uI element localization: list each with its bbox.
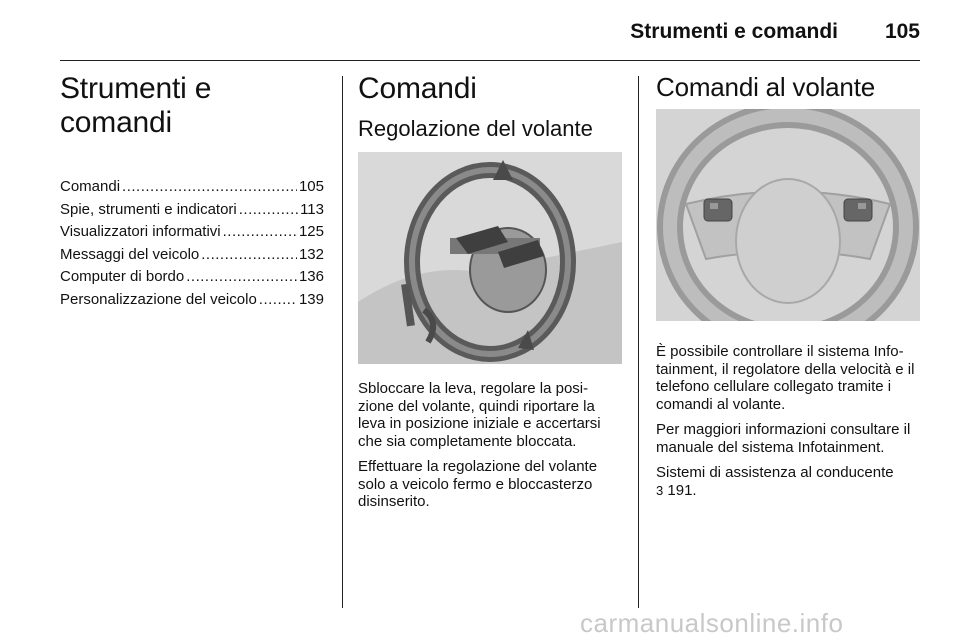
toc-entry-page: 113 bbox=[300, 200, 324, 218]
toc-entry-page: 132 bbox=[298, 245, 324, 263]
toc-entry-label: Visualizzatori informativi bbox=[60, 223, 221, 240]
toc-leader-dots bbox=[259, 291, 297, 308]
table-of-contents bbox=[60, 178, 324, 313]
chapter-title: Strumenti e comandi bbox=[60, 72, 212, 139]
toc-leader-dots bbox=[223, 223, 297, 240]
steering-adjustment-illustration bbox=[358, 152, 622, 364]
toc-entry[interactable] bbox=[60, 246, 324, 269]
right-paragraph-3 bbox=[656, 464, 920, 499]
toc-entry-page: 125 bbox=[298, 223, 324, 240]
right-paragraph-1: È possibile controllare il sistema Info-tainment, il regolatore della velocità e il telefono cellulare collegato tramite i comandi al volante. bbox=[656, 343, 915, 413]
toc-entry-label: Messaggi del veicolo bbox=[60, 245, 200, 263]
watermark: carmanualsonline.info bbox=[580, 608, 844, 638]
section-title-comandi: Comandi bbox=[358, 72, 477, 105]
toc-entry-label: Personalizzazione del veicolo bbox=[60, 290, 257, 308]
middle-paragraph-1: Sbloccare la leva, regolare la posi- zione del volante, quindi riportare la leva in posizione iniziale e accertarsi che sia completamente bloccata. bbox=[358, 380, 601, 450]
middle-body bbox=[358, 380, 622, 511]
toc-leader-dots bbox=[239, 201, 298, 218]
steering-wheel-controls-illustration bbox=[656, 109, 920, 321]
toc-entry-page: 139 bbox=[298, 290, 324, 308]
left-column bbox=[60, 72, 324, 313]
toc-entry-label: Spie, strumenti e indicatori bbox=[60, 200, 237, 218]
toc-entry-page: 105 bbox=[298, 178, 324, 195]
toc-entry[interactable] bbox=[60, 291, 324, 314]
toc-leader-dots bbox=[186, 268, 297, 285]
subsection-title-regolazione: Regolazione del volante bbox=[358, 116, 593, 141]
toc-entry[interactable] bbox=[60, 268, 324, 291]
section-title-comandi-volante: Comandi al volante bbox=[656, 72, 875, 102]
header-section-title: Strumenti e comandi bbox=[630, 20, 838, 43]
reference-page[interactable]: 191. bbox=[667, 481, 697, 499]
middle-paragraph-2: Effettuare la regolazione del volante solo a veicolo fermo e bloccasterzo disinserito. bbox=[358, 458, 598, 510]
toc-entry[interactable] bbox=[60, 201, 324, 224]
middle-column bbox=[358, 72, 622, 519]
toc-entry-label: Computer di bordo bbox=[60, 268, 185, 285]
toc-leader-dots bbox=[122, 178, 297, 195]
reference-arrow-icon: 3 bbox=[656, 482, 664, 498]
toc-entry-label: Comandi bbox=[60, 178, 121, 195]
right-paragraph-2: Per maggiori informazioni consultare il manuale del sistema Infotainment. bbox=[656, 421, 911, 456]
reference-text: Sistemi di assistenza al conducente bbox=[656, 464, 894, 481]
toc-leader-dots bbox=[201, 246, 297, 263]
toc-entry[interactable] bbox=[60, 223, 324, 246]
right-column bbox=[656, 72, 920, 507]
column-divider-right bbox=[638, 76, 639, 608]
header-page-number: 105 bbox=[884, 20, 920, 43]
page-header bbox=[60, 0, 920, 61]
right-body bbox=[656, 343, 920, 499]
toc-entry-page: 136 bbox=[298, 268, 324, 285]
toc-entry[interactable] bbox=[60, 178, 324, 201]
column-divider-left bbox=[342, 76, 343, 608]
